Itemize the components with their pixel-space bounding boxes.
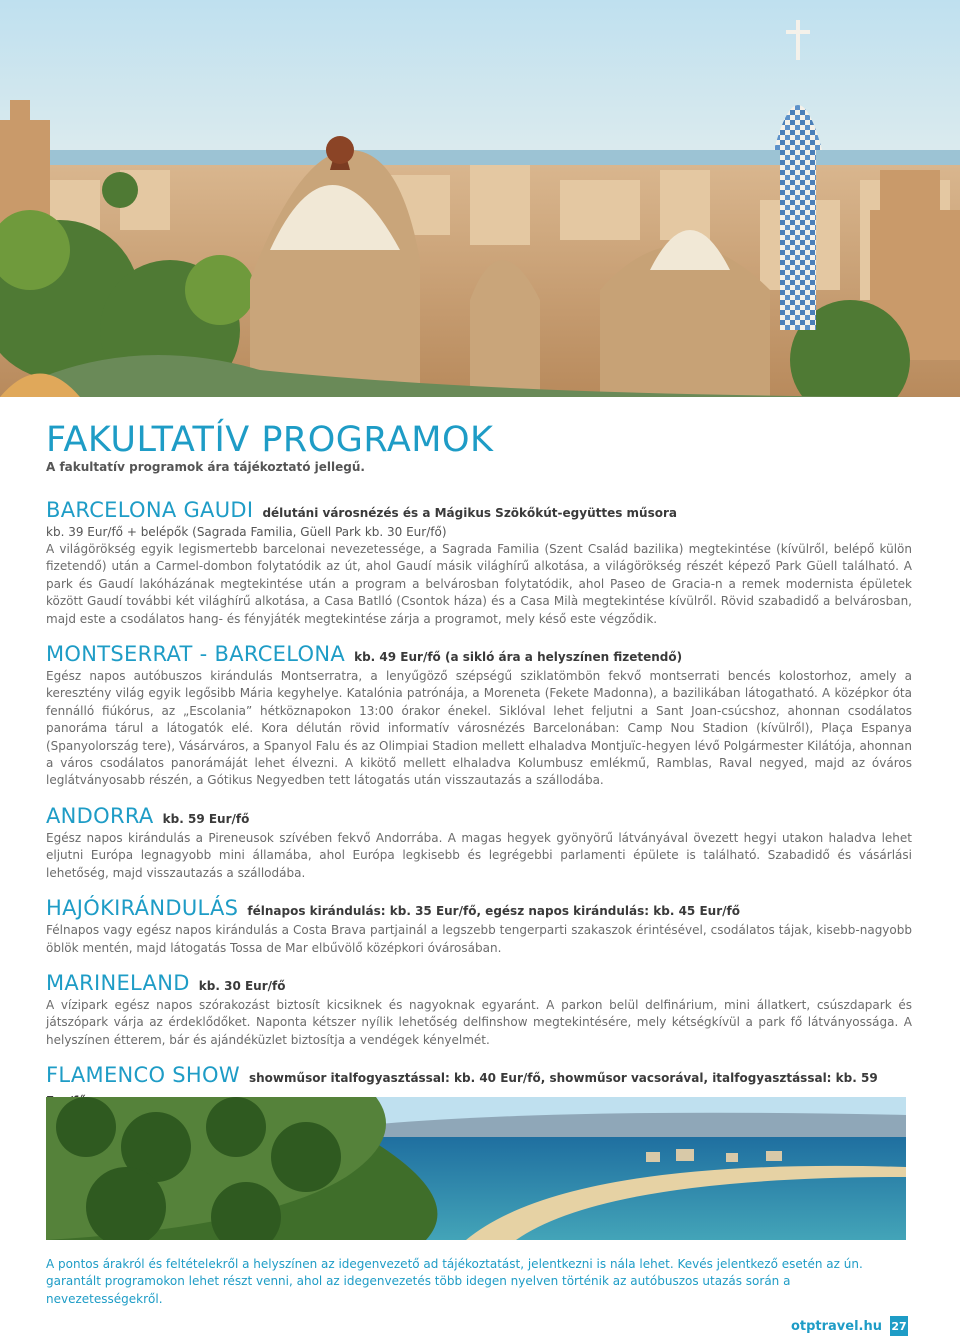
section-subtitle: félnapos kirándulás: kb. 35 Eur/fő, egész napos kirándulás: kb. 45 Eur/fő xyxy=(247,904,740,919)
section-marineland xyxy=(46,972,912,1049)
section-title: FLAMENCO SHOW xyxy=(46,1063,240,1088)
hero-photo xyxy=(0,0,960,397)
page-title: FAKULTATÍV PROGRAMOK xyxy=(46,420,494,460)
coast-photo xyxy=(46,1097,906,1240)
page-number: 27 xyxy=(890,1316,908,1336)
section-title: ANDORRA xyxy=(46,803,154,828)
section-body: Egész napos autóbuszos kirándulás Montserratra, a lenyűgöző szépségű sziklatömbön fekvő montserrati bencés kolostorhoz, amely a keresztény világ egyik legősibb Mária kegyhelye. Katalónia patrónája, a Moreneta (Fekete Madonna), a bazilikában látogatható. A középkor óta fennálló fiúkórus, az „Escolania” hétköznapokon 13:00 órakor énekel. Siklóval lehet feljutni a Sant Joan-csúcshoz, ahonnan csodálatos panoráma tárul a látogatók elé. Korа délután rövid informatív városnézés Barcelonában: Camp Nou Stadion (kívülről), Plaça Espanya (Spanyolország tere), Vásárváros, a Spanyol Falu és az Olimpiai Stadion mellett elhaladva Montjuïc-hegyen lévő Polgármester Kilátója, ahonnan a város csodálatos panorámáját lehet élvezni. A kikötő mellett elhaladva Kolumbusz emlékmű, Ramblas, Raval negyed, majd az óváros leglátványosabb részén, a Gótikus Negyedben tett látogatás után visszautazás a szállodába. xyxy=(46,669,912,788)
section-body: A világörökség egyik legismertebb barcelonai nevezetessége, a Sagrada Familia (Szent Család bazilika) megtekintése (kívülről, belépő külön fizetendő) után a Carmel-dombon folytatódik az út, ahol Gaudí másik világhírű alkotása, a világörökség részét képező Park Güell található. A park és Gaudí lakóházának megtekintése után a program a belvárosban folytatódik, ahol Paseo de Gracia-n a remek modernista épületek között Gaudí további két világhírű alkotása, a Casa Batlló (Csontok háza) és a Casa Milà megtekintése kívülről. Rövid szabadidő a belvárosban, majd este a csodálatos hang- és fényjáték megtekintése zárja a programot, mely késő este végződik. xyxy=(46,542,912,626)
section-title: HAJÓKIRÁNDULÁS xyxy=(46,896,239,921)
section-body: Félnapos vagy egész napos kirándulás a Costa Brava partjainál a legszebb tengerparti szakaszok érintésével, csodálatos tájak, kisebb-nagyobb öblök mentén, majd látogatás Tossa de Mar elbűvölő középkori óvárosában. xyxy=(46,923,912,955)
section-andorra xyxy=(46,805,912,882)
section-title: MARINELAND xyxy=(46,970,190,995)
section-body: A vízipark egész napos szórakozást biztosít kicsiknek és nagyoknak egyaránt. A parkon belül delfinárium, mini állatkert, csúszdapark és játszópark várja az érdeklődőket. Naponta kétszer nyílik lehetőség delfinshow megtekintésére, mely kétségkívül a park fő látványossága. A helyszínen étterem, bár és ajándéküzlet biztosítja a vendégek kényelmét. xyxy=(46,997,912,1047)
section-title: BARCELONA GAUDI xyxy=(46,498,254,522)
section-body: Egész napos kirándulás a Pireneusok szívében fekvő Andorrába. A magas hegyek gyönyörű látványával övezett hegyi utakon haladva lehet eljutni Európa legnagyobb mini államába, ahol Európa legkisebb és legrégebbi parlamenti épülete is található. Szabadidő és vásárlási lehetőség, majd visszautazás a szállodába. xyxy=(46,830,912,880)
section-subtitle: kb. 59 Eur/fő xyxy=(162,811,250,826)
page-subtitle: A fakultatív programok ára tájékoztató jellegű. xyxy=(46,460,365,474)
section-price: kb. 39 Eur/fő + belépők (Sagrada Familia, Güell Park kb. 30 Eur/fő) xyxy=(46,525,447,539)
section-subtitle: kb. 30 Eur/fő xyxy=(198,978,286,993)
site-link[interactable]: otptravel.hu xyxy=(790,1318,882,1334)
section-hajokirandulas xyxy=(46,897,912,957)
page-footer xyxy=(791,1315,908,1337)
section-montserrat xyxy=(46,643,912,790)
section-subtitle: showműsor italfogyasztással: kb. 40 Eur/fő, showműsor vacsorával, italfogyasztással: kb. 59 xyxy=(249,1071,878,1086)
section-subtitle: kb. 49 Eur/fő (a sikló ára a helyszínen fizetendő) xyxy=(354,650,683,665)
footer-note: A pontos árakról és feltételekről a helyszínen az idegenvezető ad tájékoztatást, jelentkezni is nála lehet. Kevés jelentkező esetén az ún. garantált programokon lehet részt venni, ahol az idegenvezetés több idegen nyelven történik az autóbuszos utazás során a nevezetességekről. xyxy=(46,1257,863,1306)
section-title: MONTSERRAT - BARCELONA xyxy=(46,642,346,667)
main-content xyxy=(46,420,912,1145)
section-barcelona-gaudi xyxy=(46,499,912,628)
section-subtitle: délutáni városnézés és a Mágikus Szökőkút-együttes műsora xyxy=(262,506,677,520)
